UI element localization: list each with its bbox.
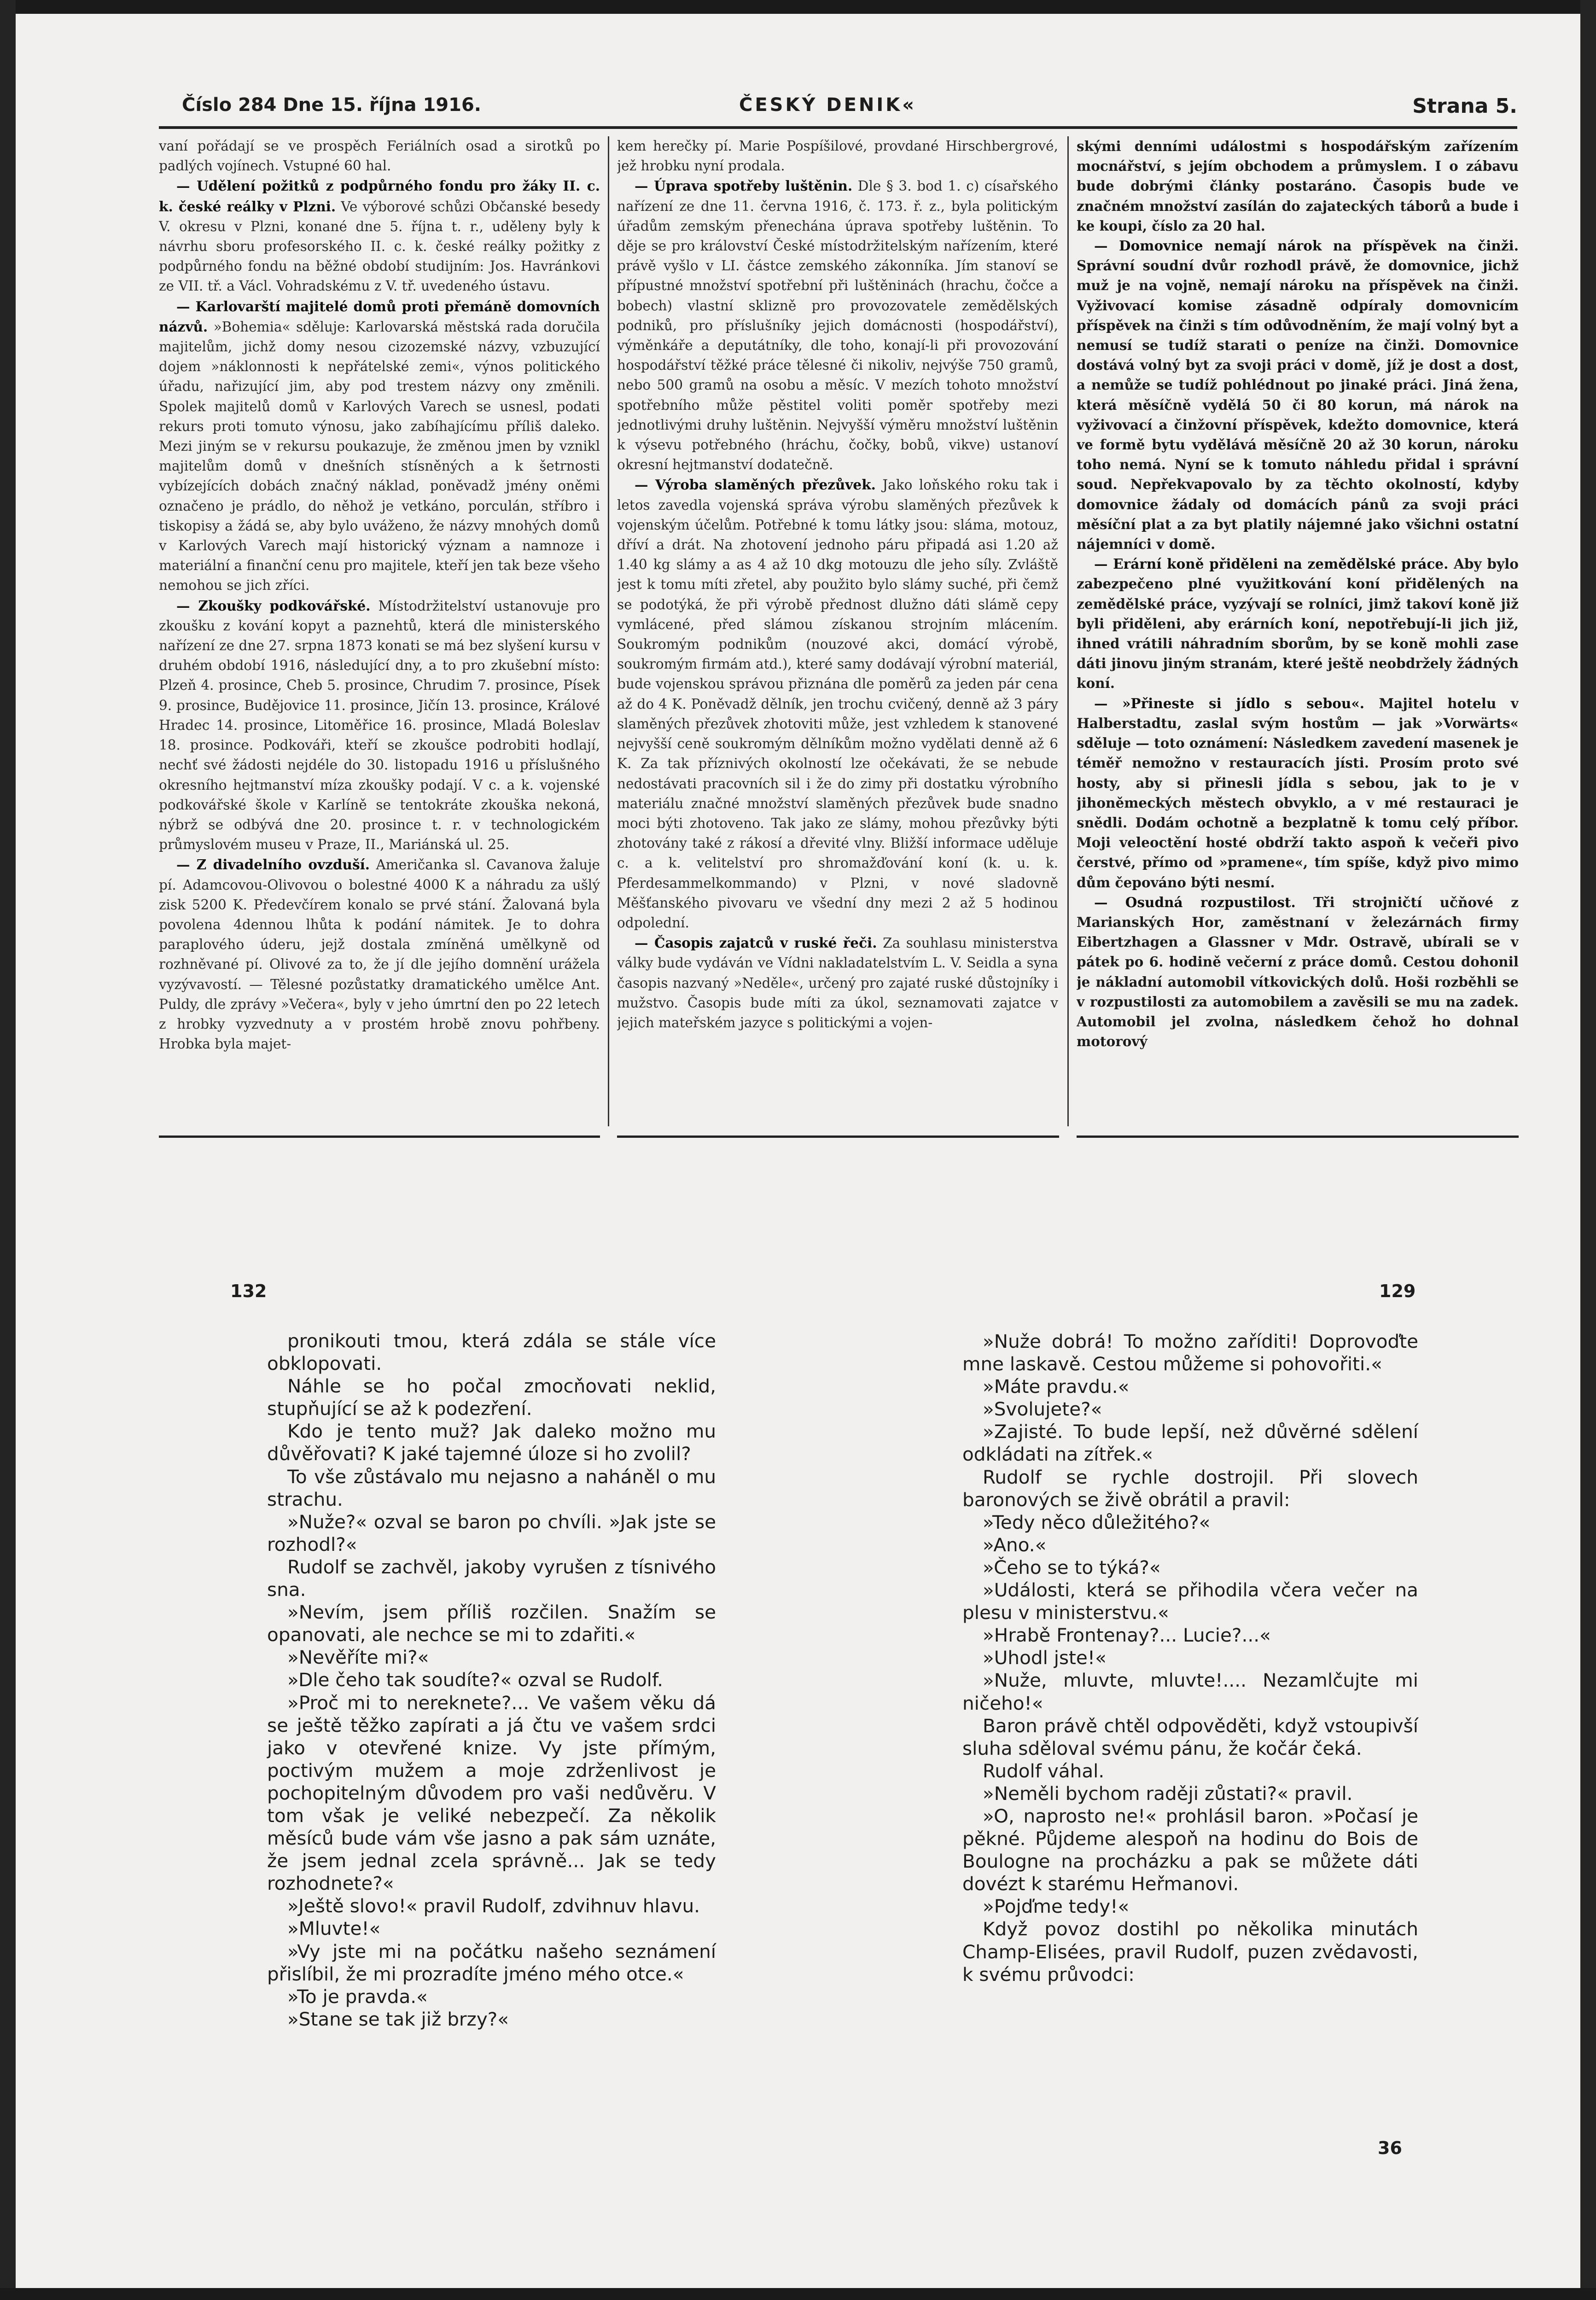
newspaper-title: ČESKÝ DENIK« <box>739 94 917 116</box>
book-paragraph: »Nuže, mluvte, mluvte!.... Nezamlčujte mi ničeho!« <box>962 1669 1418 1714</box>
book-paragraph: »O, naprosto ne!« prohlásil baron. »Počasí je pěkné. Půjdeme alespoň na hodinu do Bois de Boulogne na procházku a pak se můžete dáti dovézt k starému Heřmanovi. <box>962 1805 1418 1895</box>
news-article-paragraph <box>1077 236 1519 554</box>
footer-rule <box>1077 1135 1519 1138</box>
book-paragraph: »Stane se tak již brzy?« <box>287 2008 509 2030</box>
book-page-number-left: 132 <box>230 1281 267 1301</box>
news-article-paragraph <box>159 596 600 855</box>
issue-date: Číslo 284 Dne 15. října 1916. <box>182 94 481 116</box>
news-article-body: Dle § 3. bod 1. c) císařského nařízení ze dne 11. června 1916, č. 173. ř. z., byla politickým úřadům zemským přenechána úprava spotřeby luštěnin. To děje se pro království České místodržitelským nařízením, které právě vyšlo v LI. částce zemského zákonníka. Jím stanoví se přípustné množství spotřební při luštěninách (hrachu, čočce a bobech) vlastní sklizně pro provozovatele zemědělských podniků, pro příslušníky jejich domácnosti (hospodářství), výměnkáře a deputátníky, dle toho, konají-li při provozování hospodářství těžké práce tělesné či nikoliv, nejvýše 750 gramů, nebo 500 gramů na osobu a měsíc. V mezích tohoto množství spotřebního může pěstitel voliti poměr spotřeby mezi jednotlivými druhy luštěnin. Nejvyšší výměru množství luštěnin k výsevu potřebného (hráchu, čočky, bobů, vikve) ustanoví okresní hejtmanství dodatečně. <box>617 178 1058 473</box>
news-article-body: Správní soudní dvůr rozhodl právě, že domovnice, jichž muž je na vojně, nemají nároku na příspěvek na činži. Vyživovací komise zásadně odpíraly domovnicím příspěvek na činži s tím odůvodněním, že mají volný byt a nemusí se tudíž starati o peníze na činži. Domovnice dostává volný byt za svoji práci v domě, jíž je dost a dost, a nemůže se tudíž pohlédnout po jinaké práci. Jiná žena, která měsíčně vydělá 50 či 80 korun, má nárok na vyživovací a činžovní příspěvek, kdežto domovnice, která ve formě bytu vydělává měsíčně 20 až 30 korun, nároku toho nemá. Nyní se k tomuto náhledu přidal i správní soud. Nepřekvapovalo by za těchto okolností, kdyby domovnice žádaly od domácích pánů za svoji práci měsíční plat a za byt platily nájemné jako všichni ostatní nájemníci v domě. <box>1077 257 1519 553</box>
book-page-left-text <box>267 1330 716 2031</box>
news-article-paragraph <box>1077 554 1519 693</box>
book-paragraph: »Ještě slovo!« pravil Rudolf, zdvihnuv hlavu. <box>287 1895 700 1917</box>
column-divider <box>608 136 609 1126</box>
news-article-paragraph <box>159 176 600 296</box>
book-paragraph: »To je pravda.« <box>287 1985 428 2008</box>
book-paragraph: Rudolf se rychle dostrojil. Při slovech baronových se živě obrátil a pravil: <box>962 1466 1418 1511</box>
book-paragraph: »Svolujete?« <box>983 1398 1102 1421</box>
news-article-body: skými denními událostmi s hospodářským zařízením mocnářství, s jejím obchodem a průmyslem. I o zábavu bude dobrými články postaráno. Časopis bude ve značném množství zasílán do zajateckých táborů a bude i ke koupi, číslo za 20 hal. <box>1077 138 1519 234</box>
scan-border-bottom <box>0 2288 1596 2300</box>
book-paragraph: »Nevěříte mi?« <box>287 1646 429 1669</box>
book-paragraph: Kdo je tento muž? Jak daleko možno mu důvěřovati? K jaké tajemné úloze si ho zvolil? <box>267 1420 716 1465</box>
news-article-paragraph <box>617 176 1058 475</box>
news-article-body: Místodržitelství ustanovuje pro zkoušku z kování kopyt a paznehtů, která dle ministerského nařízení ze dne 27. srpna 1873 konati se má bez slyšení kursu v druhém období 1916, následující dny, a to pro zkušební místo: Plzeň 4. prosince, Cheb 5. prosince, Chrudim 7. prosince, Písek 9. prosince, Budějovice 11. prosince, Jičín 13. prosince, Králové Hradec 14. prosince, Litoměřice 16. prosince, Mladá Boleslav 18. prosince. Podkováři, kteří se zkoušce podrobiti hodlají, nechť své žádosti nejdéle do 30. listopadu 1916 u příslušného okresního hejtmanství míza zkoušky podají. V c. a k. vojenské podkovářské škole v Karlíně se tentokráte zkouška nekoná, nýbrž se odbývá dne 20. prosince t. r. v technologickém průmyslovém museu v Praze, II., Mariánská ul. 25. <box>159 598 600 853</box>
newspaper-column-2 <box>617 136 1058 1135</box>
book-paragraph: »Tedy něco důležitého?« <box>983 1511 1211 1533</box>
book-page-number-right: 129 <box>1379 1281 1416 1301</box>
news-article-paragraph <box>1077 892 1519 1052</box>
book-paragraph: »Dle čeho tak soudíte?« ozval se Rudolf. <box>287 1669 664 1691</box>
news-article-headline: — Udělení požitků z podpůrného fondu pro žáky II. c. k. české reálky v Plzni. <box>159 178 600 215</box>
footer-rule <box>617 1135 870 1138</box>
printer-signature-mark: 36 <box>1378 2138 1402 2158</box>
news-article-headline: — Časopis zajatců v ruské řeči. <box>635 935 877 951</box>
news-article-headline: — »Přineste si jídlo s sebou«. <box>1094 695 1365 711</box>
book-paragraph: »Mluvte!« <box>287 1917 381 1940</box>
footer-rule <box>159 1135 600 1138</box>
news-article-body: Tři strojničtí učňové z Marianských Hor, zaměstnaní v železárnách firmy Eibertzhagen a Glassner v Mdr. Ostravě, ubírali se v pátek po 6. hodině večerní z práce domů. Cestou dohonil je nákladní automobil vítkovických dolů. Hoši rozběhli se v rozpustilosti za automobilem a zavěsili se mu na zadek. Automobil jel zvolna, následkem čehož ho dohnal motorový <box>1077 894 1519 1050</box>
page-label: Strana 5. <box>1412 94 1517 118</box>
book-paragraph: Rudolf váhal. <box>983 1759 1105 1782</box>
news-article-body: Ve výborové schůzi Občanské besedy V. okresu v Plzni, konané dne 5. října t. r., uděleny byly k návrhu sboru profesorského II. c. k. české reálky požitky z podpůrného fondu na běžné období studijním: Jos. Havránkovi ze VII. tř. a Václ. Vohradskému z V. tř. uvedeného ústavu. <box>159 198 600 294</box>
news-article-paragraph <box>159 855 600 1054</box>
news-article-body: Za souhlasu ministerstva války bude vydáván ve Vídni nakladatelstvím L. V. Seidla a syna časopis nazvaný »Neděle«, určený pro zajaté ruské důstojníky i mužstvo. Časopis bude míti za úkol, seznamovati zajatce v jejich mateřském jazyce s politickými a vojen- <box>617 935 1058 1031</box>
book-paragraph: Baron právě chtěl odpověděti, když vstoupivší sluha sděloval svému pánu, že kočár čeká. <box>962 1714 1418 1759</box>
book-paragraph: »Události, která se přihodila včera večer na plesu v ministerstvu.« <box>962 1579 1418 1624</box>
news-article-body: Jako loňského roku tak i letos zavedla vojenská správa výrobu slaměných přezůvek k vojenským účelům. Potřebné k tomu látky jsou: sláma, motouz, dříví a drát. Na zhotovení jednoho páru připadá asi 1.20 až 1.40 kg slámy a as 4 až 10 dkg motouzu dle jeho síly. Zvláště jest k tomu míti zřetel, aby použito bylo slámy suché, při čemž se podotýká, že při výrobě přednost dlužno dáti slámě cepy vymlácené, před slámou získanou strojním mlácením. Soukromým podnikům (nouzové akci, domácí výrobě, soukromým firmám atd.), které samy dodávají výrobní materiál, bude vojenskou správou přiznána dle poměrů za jeden pár cena až do 4 K. Poněvadž dělník, jen trochu cvičený, denně až 3 páry slaměných přezůvek zhotoviti může, jest vzhledem k stanovené nejvyšší ceně soukromým dělníkům možno vydělati denně až 6 K. Za tak příznivých okolností lze očekávati, že se nebude nedostávati pracovních sil i že do zimy při dostatku výrobního materiálu značné množství slaměných přezůvek bude snadno moci býti zhotoveno. Tak jako ze slámy, mohou přezůvky býti zhotovány také z rákosí a dřevité vlny. Bližší informace uděluje c. a k. velitelství pro shromažďování koní (k. u. k. Pferdesammelkommando) v Plzni, v nové sladovně Měšťanského pivovaru ve všední dny mezi 2 až 5 hodinou odpolední. <box>617 477 1058 931</box>
book-paragraph: Když povoz dostihl po několika minutách Champ-Elisées, pravil Rudolf, puzen zvědavosti, k svému průvodci: <box>962 1918 1418 1986</box>
newspaper-column-3 <box>1077 136 1519 1135</box>
book-paragraph: »Nuže dobrá! To možno zaříditi! Doprovoďte mne laskavě. Cestou můžeme si pohovořiti.« <box>962 1330 1418 1375</box>
news-article-paragraph <box>1077 693 1519 892</box>
news-article-headline: — Karlovarští majitelé domů proti přemáně domovních názvů. <box>159 298 600 335</box>
scan-border-right <box>1580 0 1596 2300</box>
news-article-headline: — Erární koně přiděleni na zemědělské práce. <box>1094 556 1449 572</box>
news-article-paragraph <box>617 136 1058 176</box>
news-article-body: Aby bylo zabezpečeno plné využitkování koní přidělených na zemědělské práce, vyzývají se rolníci, jimž takoví koně již byli přiděleni, aby erárních koní, nepotřebují-li jich již, ihned vrátili náhradním sborům, by se koně mohli zase dáti jinovu jiným stranám, které ještě neobdržely žádných koní. <box>1077 556 1519 692</box>
scan-border-top <box>0 0 1596 14</box>
news-article-paragraph <box>1077 136 1519 236</box>
news-article-paragraph <box>617 475 1058 933</box>
news-article-headline: — Úprava spotřeby luštěnin. <box>635 178 853 194</box>
scan-border-left <box>0 0 16 2300</box>
news-article-body: Majitel hotelu v Halberstadtu, zaslal svým hostům — jak »Vorwärts« sděluje — toto oznámení: Následkem zavedení masenek je téměř nemožno v restauracích jísti. Prosím proto své hosty, aby si přinesli jídla s sebou, jak to je v jihoněmeckých městech obvyklo, a v mé restauraci je snědli. Dodám ochotně a bezplatně k tomu celý příbor. Moji veleoctění hosté obdrží takto aspoň k večeři pivo čerstvé, přímo od »pramene«, tím spíše, když pivo mimo dům čepováno býti nesmí. <box>1077 695 1519 891</box>
book-paragraph: To vše zůstávalo mu nejasno a naháněl o mu strachu. <box>267 1465 716 1510</box>
newspaper-header <box>182 94 1517 127</box>
news-article-headline: — Z divadelního ovzduší. <box>176 856 370 873</box>
news-article-headline: — Osudná rozpustilost. <box>1094 894 1296 910</box>
news-article-headline: — Domovnice nemají nárok na příspěvek na činži. <box>1094 238 1519 254</box>
header-rule <box>159 126 1517 129</box>
column-divider <box>1067 136 1069 1126</box>
book-paragraph: »Ano.« <box>983 1533 1047 1556</box>
book-paragraph: Náhle se ho počal zmocňovati neklid, stupňující se až k podezření. <box>267 1375 716 1420</box>
news-article-headline: — Zkoušky podkovářské. <box>176 597 371 614</box>
news-article-headline: — Výroba slaměných přezůvek. <box>635 477 876 493</box>
book-paragraph: pronikouti tmou, která zdála se stále více obklopovati. <box>267 1330 716 1375</box>
news-article-body: »Bohemia« sděluje: Karlovarská městská rada doručila majitelům, jichž domy nesou cizozemské názvy, vzbuzující dojem »náklonnosti k nepřátelské zemi«, výnos politického úřadu, nařizující jim, aby pod trestem názvy ony změnili. Spolek majitelů domů v Karlových Varech se usnesl, podati rekurs proti tomuto výnosu, jako zabíhajícímu příliš daleko. Mezi jiným se v rekursu poukazuje, že změnou jmen by vznikl majitelům domů v dnešních stísněných a k šetrnosti vybízejících dobách značný náklad, poněvadž jmény oněmi označeno je prádlo, do něhož je vetkáno, porculán, stříbro i tiskopisy a žádá se, aby bylo uváženo, že názvy mnohých domů v Karlových Varech mají historický význam a namnoze i materiální a finanční cenu pro majitele, kteří jen tak beze všeho nemohou se jich zříci. <box>159 319 600 594</box>
news-article-body: vaní pořádají se ve prospěch Feriálních osad a sirotků po padlých vojínech. Vstupné 60 hal. <box>159 138 600 174</box>
news-article-paragraph <box>159 136 600 176</box>
news-article-paragraph <box>159 297 600 596</box>
newspaper-column-1 <box>159 136 600 1135</box>
book-paragraph: »Máte pravdu.« <box>983 1375 1130 1398</box>
book-page-right-text <box>962 1330 1418 1986</box>
book-paragraph: »Zajisté. To bude lepší, než důvěrné sdělení odkládati na zítřek.« <box>962 1421 1418 1466</box>
book-paragraph: »Proč mi to nereknete?... Ve vašem věku dá se ještě těžko zapírati a já čtu ve vašem srdci jako v otevřené knize. Vy jste přímým, poctivým mužem a moje zdrženlivost je pochopitelným důvodem pro vaši nedůvěru. V tom však je veliké nebezpečí. Za několik měsíců bude vám vše jasno a pak sám uznáte, že jsem jednal zcela správně... Jak se tedy rozhodnete?« <box>267 1691 716 1895</box>
book-paragraph: »Uhodl jste!« <box>983 1647 1107 1669</box>
book-paragraph: »Nevím, jsem příliš rozčilen. Snažím se opanovati, ale nechce se mi to zdařiti.« <box>267 1601 716 1646</box>
news-article-body: kem herečky pí. Marie Pospíšilové, provdané Hirschbergrové, jež hrobku nyní prodala. <box>617 138 1058 174</box>
footer-rule <box>856 1135 1059 1138</box>
book-paragraph: »Neměli bychom raději zůstati?« pravil. <box>983 1782 1353 1805</box>
book-paragraph: »Hrabě Frontenay?... Lucie?...« <box>983 1624 1271 1647</box>
book-paragraph: Rudolf se zachvěl, jakoby vyrušen z tísnivého sna. <box>267 1555 716 1601</box>
book-paragraph: »Nuže?« ozval se baron po chvíli. »Jak jste se rozhodl?« <box>267 1510 716 1555</box>
news-article-paragraph <box>617 933 1058 1033</box>
book-paragraph: »Vy jste mi na počátku našeho seznámení přislíbil, že mi prozradíte jméno mého otce.« <box>267 1940 716 1985</box>
news-article-body: Američanka sl. Cavanova žaluje pí. Adamcovou-Olivovou o bolestné 4000 K a náhradu za ušlý zisk 5200 K. Předevčírem konalo se prvé stání. Žalovaná byla povolena 4dennou lhůta k podání námitek. Je to dohra paraplového úderu, jejž dostala zmíněná umělkyně od rozhněvané pí. Olivové za to, že jí dle jejího domnění urážela vyzývavostí. — Tělesné pozůstatky dramatického umělce Ant. Puldy, dle zprávy »Večera«, byly v jeho úmrtní den po 22 letech z hrobky vyzvednuty a v prostém hrobě znovu pohřbeny. Hrobka byla majet- <box>159 857 600 1052</box>
book-paragraph: »Čeho se to týká?« <box>983 1556 1161 1578</box>
book-paragraph: »Pojďme tedy!« <box>983 1895 1130 1918</box>
